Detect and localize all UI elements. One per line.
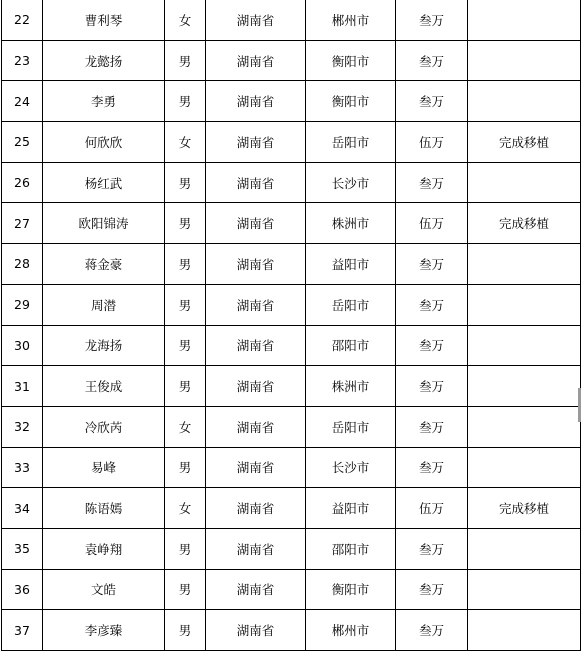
amount-cell[interactable]: 伍万 bbox=[396, 122, 468, 163]
gender-cell[interactable]: 女 bbox=[165, 488, 206, 529]
gender-cell[interactable]: 男 bbox=[165, 81, 206, 122]
row-number-cell[interactable]: 36 bbox=[2, 569, 43, 610]
city-cell[interactable]: 岳阳市 bbox=[306, 406, 396, 447]
gender-cell[interactable]: 男 bbox=[165, 244, 206, 285]
province-cell[interactable]: 湖南省 bbox=[206, 366, 306, 407]
gender-cell[interactable]: 男 bbox=[165, 40, 206, 81]
records-table bbox=[1, 0, 581, 651]
amount-cell[interactable]: 叁万 bbox=[396, 528, 468, 569]
scrollbar-handle[interactable] bbox=[578, 388, 581, 422]
row-number-cell[interactable]: 35 bbox=[2, 528, 43, 569]
row-number-cell[interactable]: 33 bbox=[2, 447, 43, 488]
name-cell[interactable]: 欧阳锦涛 bbox=[43, 203, 165, 244]
row-number-cell[interactable]: 23 bbox=[2, 40, 43, 81]
province-cell[interactable]: 湖南省 bbox=[206, 81, 306, 122]
table-row bbox=[2, 40, 581, 81]
gender-cell[interactable]: 女 bbox=[165, 0, 206, 40]
name-cell[interactable]: 文皓 bbox=[43, 569, 165, 610]
table-row bbox=[2, 528, 581, 569]
table-row bbox=[2, 569, 581, 610]
gender-cell[interactable]: 男 bbox=[165, 203, 206, 244]
amount-cell[interactable]: 叁万 bbox=[396, 81, 468, 122]
province-cell[interactable]: 湖南省 bbox=[206, 406, 306, 447]
gender-cell[interactable]: 男 bbox=[165, 162, 206, 203]
city-cell[interactable]: 长沙市 bbox=[306, 162, 396, 203]
note-cell[interactable] bbox=[468, 0, 581, 40]
amount-cell[interactable]: 叁万 bbox=[396, 284, 468, 325]
name-cell[interactable]: 袁峥翔 bbox=[43, 528, 165, 569]
name-cell[interactable]: 蒋金豪 bbox=[43, 244, 165, 285]
city-cell[interactable]: 株洲市 bbox=[306, 366, 396, 407]
province-cell[interactable]: 湖南省 bbox=[206, 162, 306, 203]
table-row bbox=[2, 488, 581, 529]
gender-cell[interactable]: 男 bbox=[165, 569, 206, 610]
note-cell[interactable] bbox=[468, 81, 581, 122]
gender-cell[interactable]: 男 bbox=[165, 528, 206, 569]
amount-cell[interactable]: 叁万 bbox=[396, 569, 468, 610]
note-cell[interactable]: 完成移植 bbox=[468, 122, 581, 163]
name-cell[interactable]: 易峰 bbox=[43, 447, 165, 488]
note-cell[interactable] bbox=[468, 244, 581, 285]
records-table-body bbox=[2, 0, 581, 651]
province-cell[interactable]: 湖南省 bbox=[206, 244, 306, 285]
table-row bbox=[2, 0, 581, 40]
city-cell[interactable]: 株洲市 bbox=[306, 203, 396, 244]
city-cell[interactable]: 益阳市 bbox=[306, 244, 396, 285]
table-row bbox=[2, 325, 581, 366]
amount-cell[interactable]: 叁万 bbox=[396, 40, 468, 81]
amount-cell[interactable]: 叁万 bbox=[396, 406, 468, 447]
province-cell[interactable]: 湖南省 bbox=[206, 569, 306, 610]
gender-cell[interactable]: 男 bbox=[165, 366, 206, 407]
name-cell[interactable]: 王俊成 bbox=[43, 366, 165, 407]
row-number-cell[interactable]: 31 bbox=[2, 366, 43, 407]
city-cell[interactable]: 衡阳市 bbox=[306, 40, 396, 81]
table-row bbox=[2, 162, 581, 203]
gender-cell[interactable]: 女 bbox=[165, 406, 206, 447]
province-cell[interactable]: 湖南省 bbox=[206, 325, 306, 366]
note-cell[interactable] bbox=[468, 162, 581, 203]
name-cell[interactable]: 周潜 bbox=[43, 284, 165, 325]
amount-cell[interactable]: 叁万 bbox=[396, 610, 468, 651]
note-cell[interactable] bbox=[468, 40, 581, 81]
province-cell[interactable]: 湖南省 bbox=[206, 0, 306, 40]
city-cell[interactable]: 郴州市 bbox=[306, 0, 396, 40]
table-row bbox=[2, 610, 581, 651]
amount-cell[interactable]: 叁万 bbox=[396, 447, 468, 488]
city-cell[interactable]: 衡阳市 bbox=[306, 81, 396, 122]
name-cell[interactable]: 李勇 bbox=[43, 81, 165, 122]
table-row bbox=[2, 203, 581, 244]
note-cell[interactable] bbox=[468, 284, 581, 325]
province-cell[interactable]: 湖南省 bbox=[206, 528, 306, 569]
table-row bbox=[2, 122, 581, 163]
note-cell[interactable] bbox=[468, 569, 581, 610]
note-cell[interactable] bbox=[468, 366, 581, 407]
gender-cell[interactable]: 男 bbox=[165, 325, 206, 366]
row-number-cell[interactable]: 29 bbox=[2, 284, 43, 325]
row-number-cell[interactable]: 37 bbox=[2, 610, 43, 651]
gender-cell[interactable]: 女 bbox=[165, 122, 206, 163]
amount-cell[interactable]: 叁万 bbox=[396, 0, 468, 40]
row-number-cell[interactable]: 28 bbox=[2, 244, 43, 285]
province-cell[interactable]: 湖南省 bbox=[206, 40, 306, 81]
row-number-cell[interactable]: 22 bbox=[2, 0, 43, 40]
row-number-cell[interactable]: 27 bbox=[2, 203, 43, 244]
province-cell[interactable]: 湖南省 bbox=[206, 447, 306, 488]
table-row bbox=[2, 447, 581, 488]
name-cell[interactable]: 李彦臻 bbox=[43, 610, 165, 651]
city-cell[interactable]: 衡阳市 bbox=[306, 569, 396, 610]
note-cell[interactable] bbox=[468, 528, 581, 569]
table-row bbox=[2, 366, 581, 407]
city-cell[interactable]: 长沙市 bbox=[306, 447, 396, 488]
name-cell[interactable]: 龙懿扬 bbox=[43, 40, 165, 81]
table-row bbox=[2, 81, 581, 122]
province-cell[interactable]: 湖南省 bbox=[206, 610, 306, 651]
city-cell[interactable]: 邵阳市 bbox=[306, 325, 396, 366]
amount-cell[interactable]: 叁万 bbox=[396, 162, 468, 203]
name-cell[interactable]: 曹利琴 bbox=[43, 0, 165, 40]
note-cell[interactable] bbox=[468, 325, 581, 366]
city-cell[interactable]: 邵阳市 bbox=[306, 528, 396, 569]
row-number-cell[interactable]: 26 bbox=[2, 162, 43, 203]
amount-cell[interactable]: 叁万 bbox=[396, 325, 468, 366]
note-cell[interactable] bbox=[468, 447, 581, 488]
note-cell[interactable]: 完成移植 bbox=[468, 203, 581, 244]
table-row bbox=[2, 406, 581, 447]
amount-cell[interactable]: 叁万 bbox=[396, 244, 468, 285]
name-cell[interactable]: 何欣欣 bbox=[43, 122, 165, 163]
name-cell[interactable]: 杨红武 bbox=[43, 162, 165, 203]
amount-cell[interactable]: 叁万 bbox=[396, 366, 468, 407]
gender-cell[interactable]: 男 bbox=[165, 284, 206, 325]
note-cell[interactable] bbox=[468, 406, 581, 447]
province-cell[interactable]: 湖南省 bbox=[206, 488, 306, 529]
table-row bbox=[2, 244, 581, 285]
city-cell[interactable]: 岳阳市 bbox=[306, 284, 396, 325]
name-cell[interactable]: 陈语嫣 bbox=[43, 488, 165, 529]
province-cell[interactable]: 湖南省 bbox=[206, 122, 306, 163]
row-number-cell[interactable]: 32 bbox=[2, 406, 43, 447]
name-cell[interactable]: 龙海扬 bbox=[43, 325, 165, 366]
amount-cell[interactable]: 伍万 bbox=[396, 488, 468, 529]
gender-cell[interactable]: 男 bbox=[165, 610, 206, 651]
note-cell[interactable]: 完成移植 bbox=[468, 488, 581, 529]
province-cell[interactable]: 湖南省 bbox=[206, 284, 306, 325]
amount-cell[interactable]: 伍万 bbox=[396, 203, 468, 244]
city-cell[interactable]: 岳阳市 bbox=[306, 122, 396, 163]
province-cell[interactable]: 湖南省 bbox=[206, 203, 306, 244]
row-number-cell[interactable]: 24 bbox=[2, 81, 43, 122]
note-cell[interactable] bbox=[468, 610, 581, 651]
row-number-cell[interactable]: 25 bbox=[2, 122, 43, 163]
row-number-cell[interactable]: 30 bbox=[2, 325, 43, 366]
table-row bbox=[2, 284, 581, 325]
row-number-cell[interactable]: 34 bbox=[2, 488, 43, 529]
city-cell[interactable]: 郴州市 bbox=[306, 610, 396, 651]
gender-cell[interactable]: 男 bbox=[165, 447, 206, 488]
city-cell[interactable]: 益阳市 bbox=[306, 488, 396, 529]
name-cell[interactable]: 冷欣芮 bbox=[43, 406, 165, 447]
